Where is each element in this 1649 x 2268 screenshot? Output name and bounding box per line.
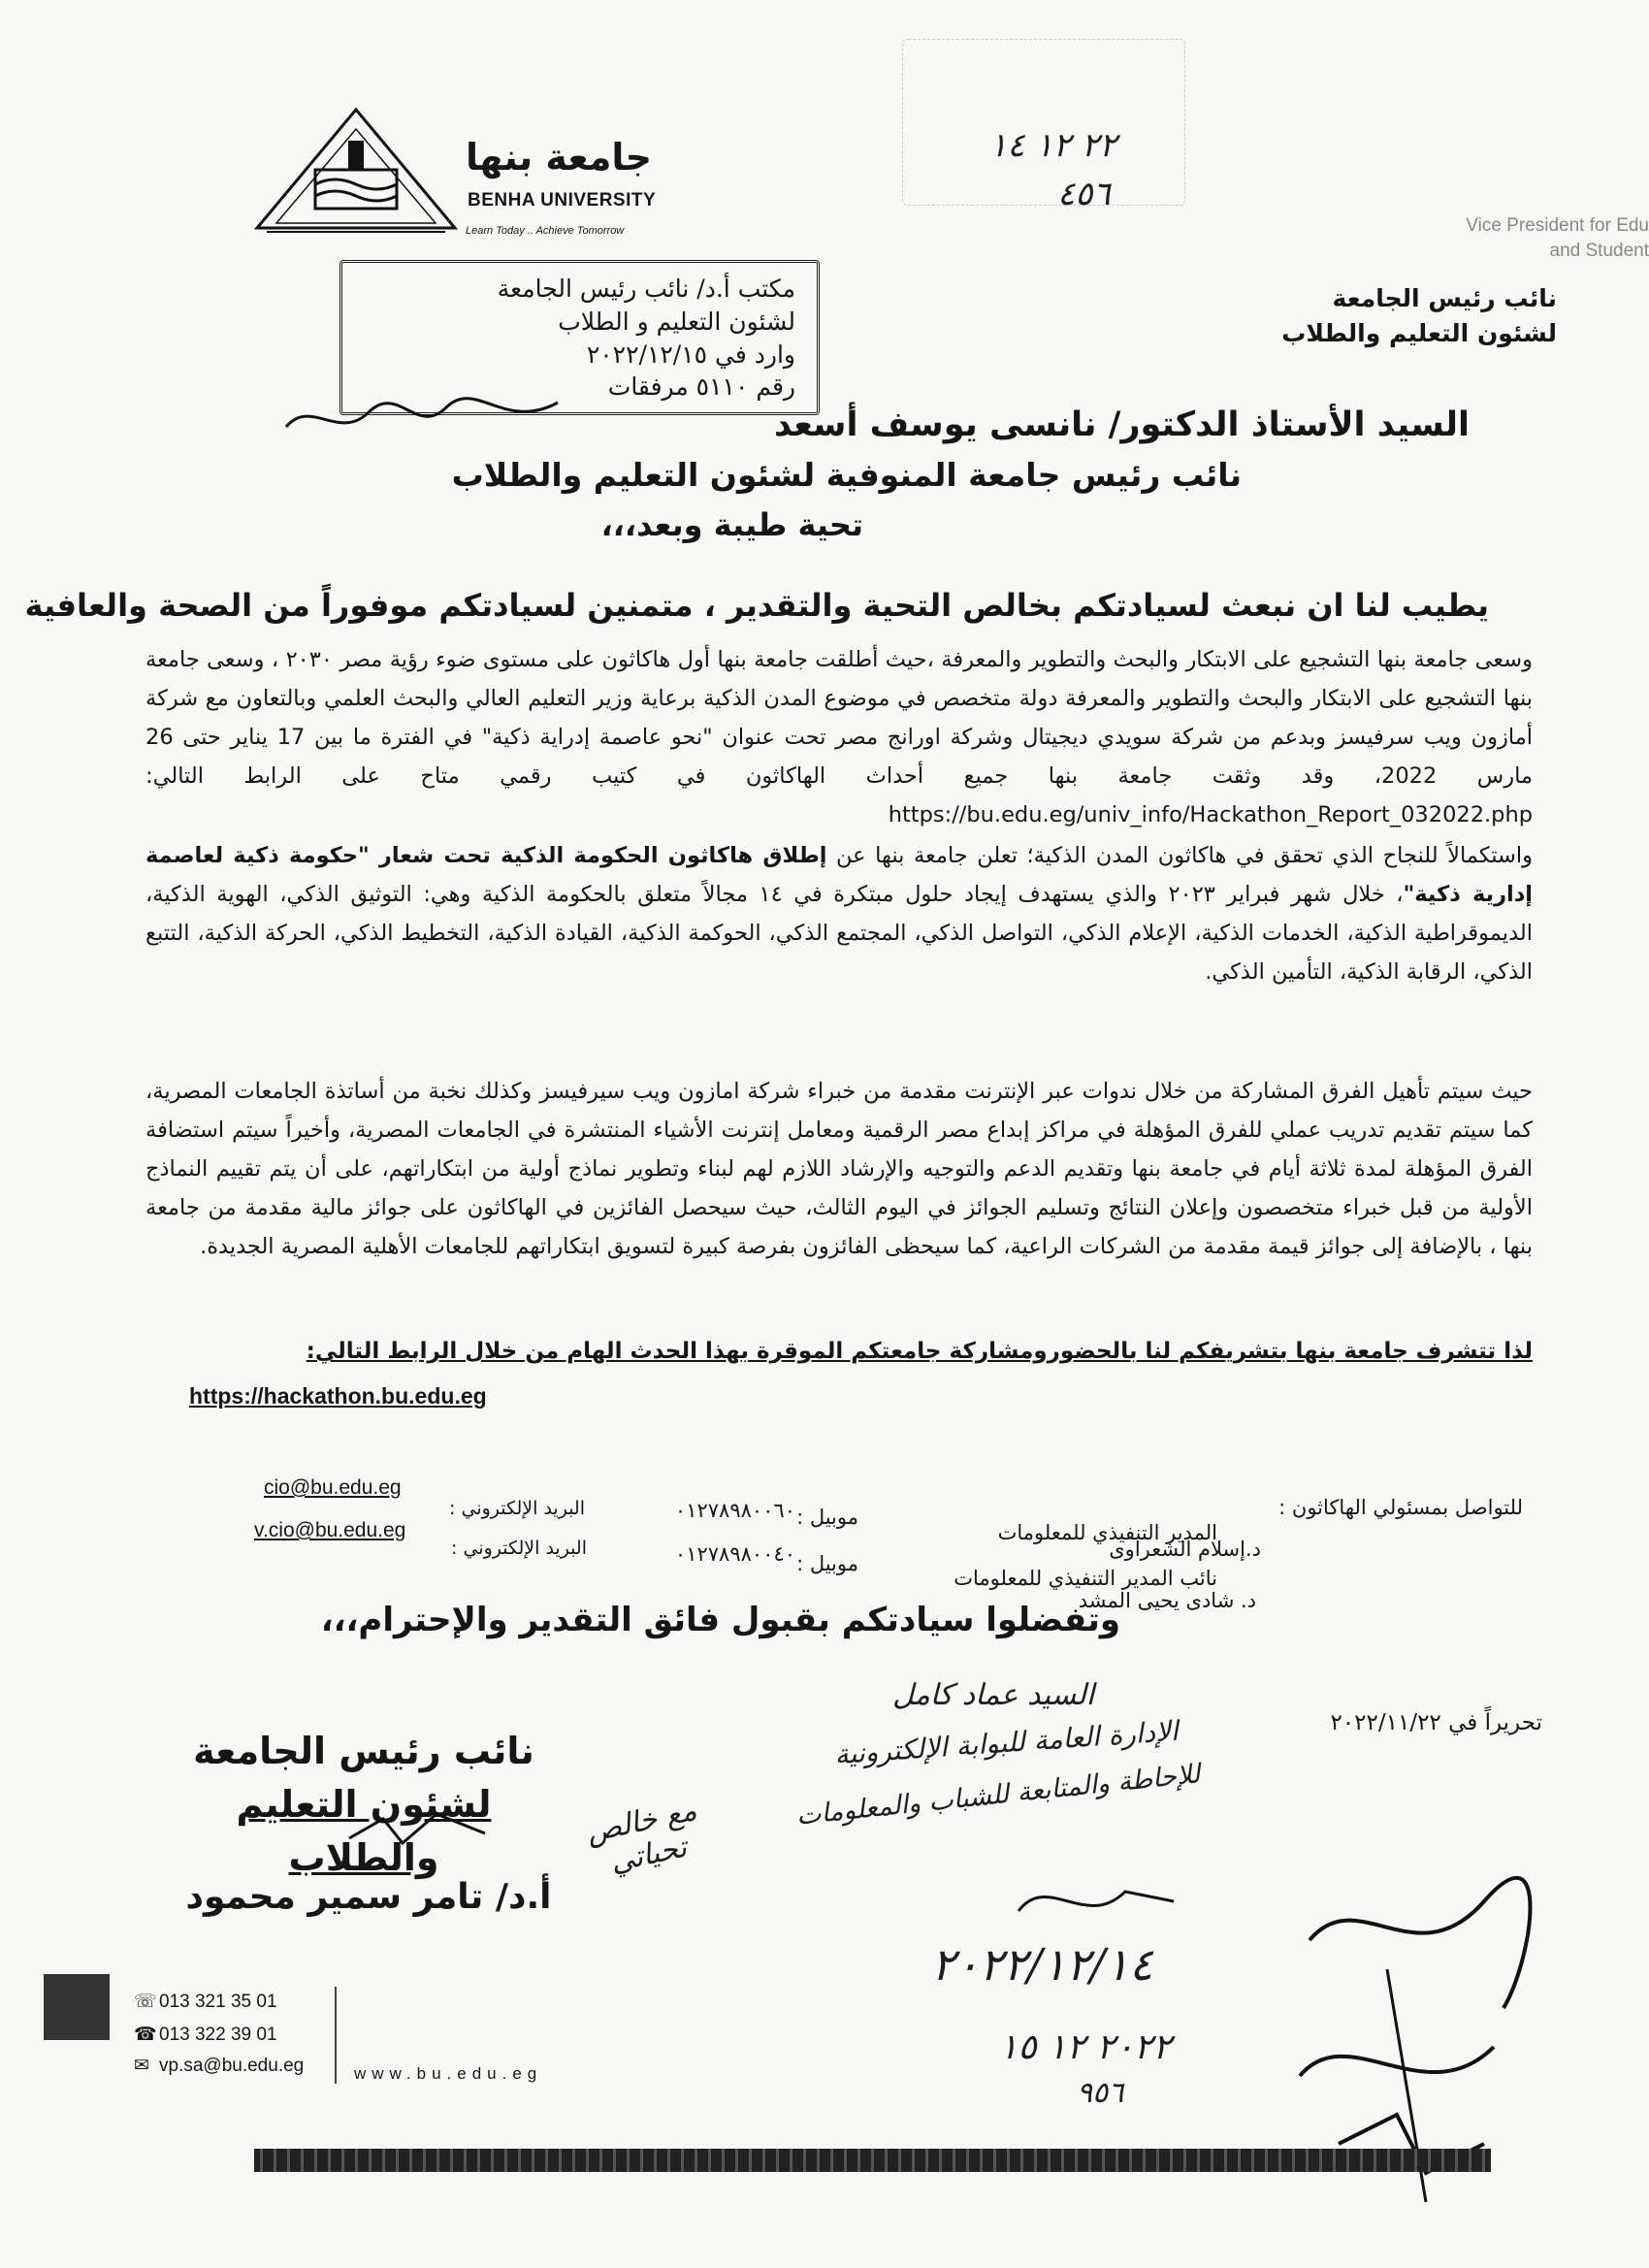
hackathon-link[interactable]: https://hackathon.bu.edu.eg <box>189 1383 487 1409</box>
contact-mobile-1: ٠١٢٧٨٩٨٠٠٦٠ <box>674 1499 795 1522</box>
handwritten-note-instruction: للإحاطة والمتابعة للشباب والمعلومات <box>794 1759 1202 1831</box>
signature-scribble <box>344 1799 490 1858</box>
university-name-ar: جامعة بنها <box>466 136 653 178</box>
footer-phone-2: ☎ 013 322 39 01 <box>134 2025 277 2045</box>
handwritten-note-regards: مع خالص تحياتي <box>583 1793 700 1880</box>
contacts-label: للتواصل بمسئولي الهاكاثون : <box>1278 1496 1523 1519</box>
handwritten-scribble <box>281 388 563 446</box>
handwritten-note-department: الإدارة العامة للبوابة الإلكترونية <box>833 1714 1180 1771</box>
handwritten-date-top: ٢٢ ١٢ ١٤ <box>989 126 1117 165</box>
greeting: تحية طيبة وبعد،،، <box>600 506 863 543</box>
contact-role-2: نائب المدير التنفيذي للمعلومات <box>954 1567 1217 1590</box>
contact-mobile-2: ٠١٢٧٨٩٨٠٠٤٠ <box>674 1542 795 1566</box>
university-name-en: BENHA UNIVERSITY <box>468 190 657 211</box>
contact-name-1: د.إسلام الشعراوى <box>1109 1538 1261 1561</box>
addressee-title: نائب رئيس جامعة المنوفية لشئون التعليم والطلاب <box>451 456 1242 494</box>
closing-regards: وتفضلوا سيادتكم بقبول فائق التقدير والإحترام،،، <box>320 1601 1120 1639</box>
handwritten-date-1: ٢٠٢٢/١٢/١٤ <box>931 1938 1153 1991</box>
handwritten-mark-middle <box>1009 1863 1183 1940</box>
hackathon-announcement: إطلاق هاكاثون الحكومة الذكية تحت شعار "حكومة ذكية لعاصمة إدارية ذكية" <box>146 843 1533 907</box>
contact-email-2[interactable]: v.cio@bu.edu.eg <box>254 1519 406 1541</box>
contact-email-label-2: البريد الإلكتروني : <box>451 1538 587 1559</box>
handwritten-number-2: ٩٥٦ <box>1077 2076 1124 2110</box>
footer-qr-block <box>44 1974 110 2040</box>
footer-website[interactable]: www.bu.edu.eg <box>354 2064 543 2083</box>
contact-mobile-label-1: موبيل : <box>796 1506 858 1529</box>
report-link[interactable]: https://bu.edu.eg/univ_info/Hackathon_Report_032022.php <box>888 802 1533 827</box>
handwritten-note-addressee: السيد عماد كامل <box>892 1678 1095 1712</box>
incoming-stamp-top <box>902 39 1185 206</box>
contact-email-1[interactable]: cio@bu.edu.eg <box>264 1476 402 1499</box>
footer-phone-1: ☏ 013 321 35 01 <box>134 1992 277 2012</box>
contact-mobile-label-2: موبيل : <box>796 1552 858 1575</box>
university-logo-emblem <box>247 102 466 238</box>
signatory-name: أ.د/ تامر سمير محمود <box>185 1877 552 1917</box>
handwritten-number-top: ٤٥٦ <box>1057 175 1111 213</box>
vice-president-title-ar: نائب رئيس الجامعة لشئون التعليم والطلاب <box>1281 284 1557 348</box>
footer-divider <box>335 1987 337 2084</box>
paragraph-2: واستكمالاً للنجاح الذي تحقق في هاكاثون المدن الذكية؛ تعلن جامعة بنها عن إطلاق هاكاثون الحكومة الذكية تحت شعار "حكومة ذكية لعاصمة إدارية ذكية"، خلال شهر فبراير ٢٠٢٣ والذي يستهدف إيجاد حلول مبتكرة في ١٤ مجالاً متعلق بالحكومة الذكية وهي: التوثيق الذكي، الهوية الذكية، الديموقراطية الذكية، الخدمات الذكية، الإعلام الذكي، التواصل الذكي، المجتمع الذكي، الحوكمة الذكية، القيادة الذكية، التخطيط الذكي، الحركة الذكية، التتبع الذكي، الرقابة الذكية، التأمين الذكي. <box>146 843 1534 985</box>
signatory-title: نائب رئيس الجامعة لشئون التعليم والطلاب <box>193 1730 534 1880</box>
phone-icon: ☏ <box>134 1992 157 2012</box>
university-slogan: Learn Today .. Achieve Tomorrow <box>466 225 625 237</box>
office-incoming-stamp: مكتب أ.د/ نائب رئيس الجامعة لشئون التعليم و الطلاب وارد في ٢٠٢٢/١٢/١٥ رقم ٥١١٠ مرفقات <box>340 260 820 415</box>
intro-sentence: يطيب لنا ان نبعث لسيادتكم بخالص التحية والتقدير ، متمنين لسيادتكم موفوراً من الصحة والعافية <box>24 587 1489 624</box>
contact-role-1: المدير التنفيذي للمعلومات <box>997 1521 1217 1544</box>
contact-name-2: د. شادى يحيى المشد <box>1078 1589 1256 1612</box>
scan-bottom-bar <box>254 2149 1491 2172</box>
footer-email: ✉ vp.sa@bu.edu.eg <box>134 2056 305 2076</box>
closing-invitation: لذا تتشرف جامعة بنها بتشريفكم لنا بالحضورومشاركة جامعتكم الموقرة بهذا الحدث الهام من خلال الرابط التالي: <box>306 1339 1533 1364</box>
addressee: السيد الأستاذ الدكتور/ نانسى يوسف أسعد <box>774 405 1470 444</box>
mail-icon: ✉ <box>134 2056 149 2076</box>
fax-icon: ☎ <box>134 2025 157 2045</box>
paragraph-1: وسعى جامعة بنها التشجيع على الابتكار والبحث والتطوير والمعرفة ،حيث أطلقت جامعة بنها أول هاكاثون على مستوى ضوء رؤية مصر ٢٠٣٠ ، وسعى جامعة بنها التشجيع على الابتكار والبحث والتطوير والمعرفة دولة متخصص في موضوع المدن الذكية برعاية وزير التعليم العالي والبحث العلمي وبالتعاون مع شركة أمازون ويب سرفيسز وبدعم من شركة سويدي ديجيتال وشركة اورانج مصر تحت عنوان "نحو عاصمة إدراية ذكية" في الفترة ما بين 17 يناير حتى 26 مارس 2022، وقد وثقت جامعة بنها جميع أحداث الهاكاثون في كتيب رقمي متاح على الرابط التالي: https://bu.edu.eg/univ_info/Hackathon_Report_032022.php <box>146 647 1533 827</box>
handwritten-date-2: ٢٠٢٢ ١٢ ١٥ <box>999 2027 1172 2067</box>
letter-date: تحريراً في ٢٠٢٢/١١/٢٢ <box>1330 1710 1542 1735</box>
vice-president-title-en: Vice President for Edu and Student <box>1466 215 1649 261</box>
contact-email-label-1: البريد الإلكتروني : <box>449 1498 585 1519</box>
paragraph-3: حيث سيتم تأهيل الفرق المشاركة من خلال ندوات عبر الإنترنت مقدمة من خبراء شركة امازون ويب سيرفيسز وكذلك نخبة من أساتذة الجامعات المصرية، كما سيتم تقديم تدريب عملي للفرق المؤهلة في مراكز إبداع مصر الرقمية ومعامل إنترنت الأشياء المنتشرة في الجامعات المصرية، وأخيراً سيتم استضافة الفرق المؤهلة لمدة ثلاثة أيام في جامعة بنها وتقديم الدعم والتوجيه والإرشاد اللازم لهم لبناء وتطوير نماذج أولية من ابتكاراتهم، على أن يتم تقييم النماذج الأولية من قبل خبراء متخصصون وإعلان النتائج وتسليم الجوائز في اليوم الثالث، حيث سيحصل الفائزين في الهاكاثون على جوائز مالية مقدمة من جامعة بنها ، بالإضافة إلى جوائز قيمة مقدمة من الشركات الراعية، كما سيحظى الفائزون بفرصة كبيرة لتسويق ابتكاراتهم للجامعات الأهلية المصرية الجديدة. <box>146 1079 1533 1259</box>
